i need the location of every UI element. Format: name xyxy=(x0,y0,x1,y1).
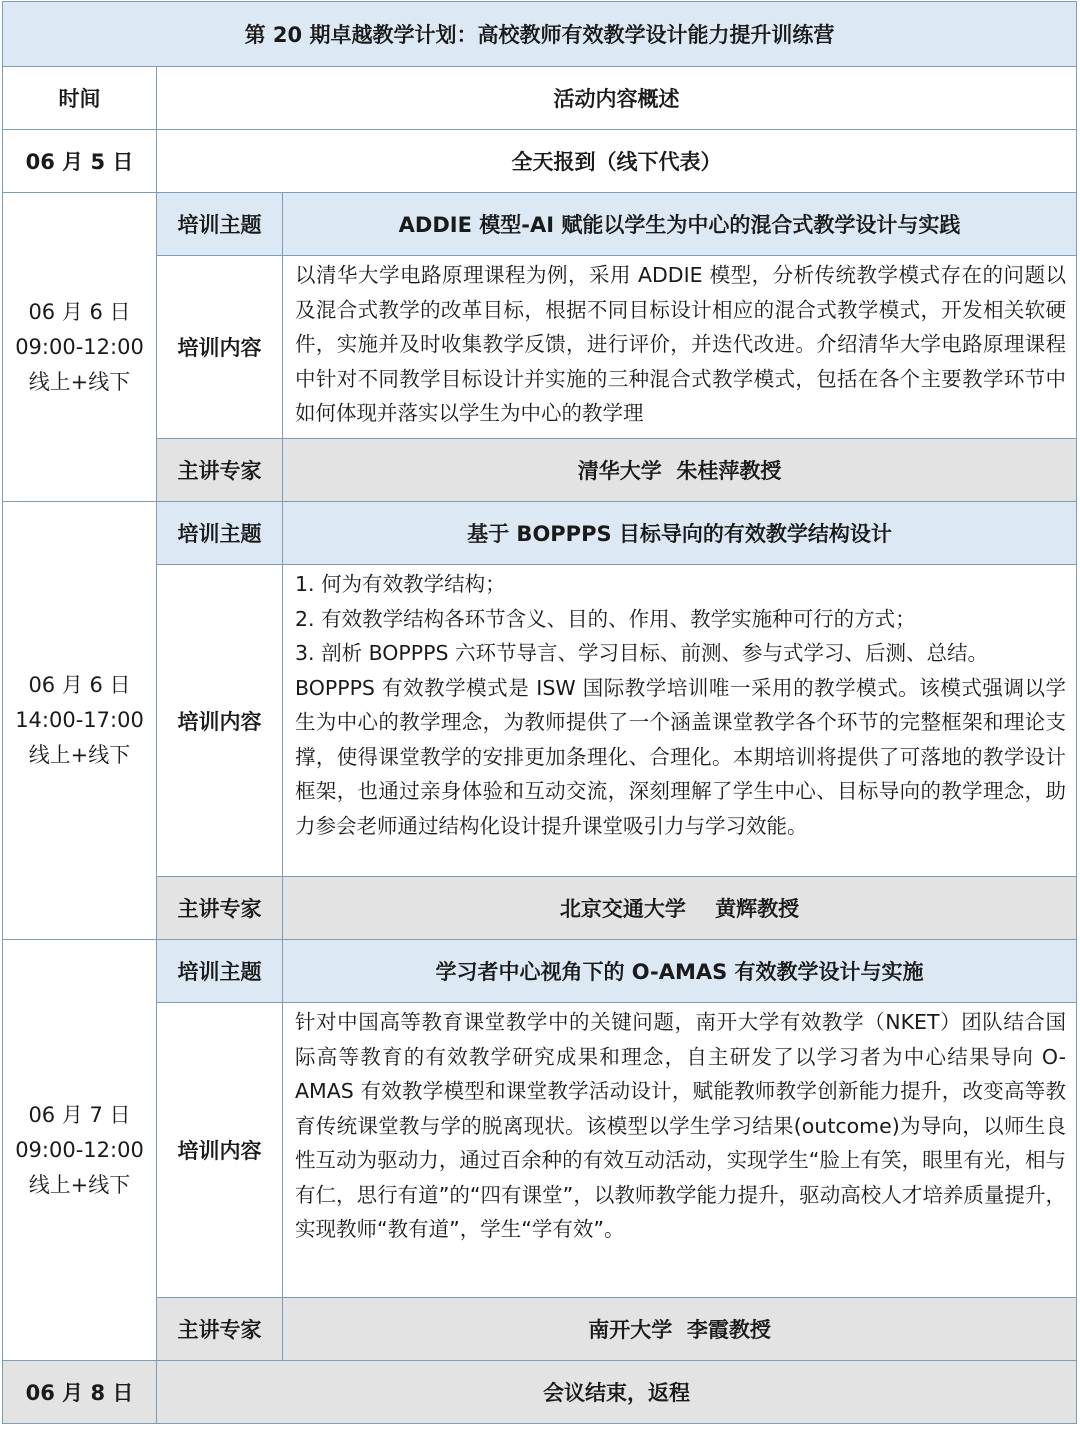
header-content: 活动内容概述 xyxy=(157,67,1077,130)
session2-speaker-label: 主讲专家 xyxy=(157,877,283,940)
session2-content-para: BOPPPS 有效教学模式是 ISW 国际教学培训唯一采用的教学模式。该模式强调以学生为中心的教学理念，为教师提供了一个涵盖课堂教学各个环节的完整框架和理论支撑，使得课堂教学的安排更加条理化、合理化。本期培训将提供了可落地的教学设计框架，也通过亲身体验和互动交流，深刻理解了学生中心、目标导向的教学理念，助力参会老师通过结构化设计提升课堂吸引力与学习效能。 xyxy=(295,675,1067,838)
session1-time: 09:00-12:00 xyxy=(15,334,144,359)
session2-speaker-row xyxy=(3,877,1077,940)
schedule-title: 第 20 期卓越教学计划：高校教师有效教学设计能力提升训练营 xyxy=(3,2,1077,67)
session3-speaker: 南开大学 李霞教授 xyxy=(283,1298,1077,1361)
session2-date: 06 月 6 日 xyxy=(28,673,131,697)
session3-content-label: 培训内容 xyxy=(157,1003,283,1298)
session3-content-para: 针对中国高等教育课堂教学中的关键问题，南开大学有效教学（NKET）团队结合国际高等教育的有效教学研究成果和理念，自主研发了以学习者为中心结果导向 O-AMAS 有效教学模型和课堂教学活动设计，赋能教师教学创新能力提升，改变高等教育传统课堂教与学的脱离现状。该模型以学生学习结果(outcome)为导向，以师生良性互动为驱动力，通过百余种的有效互动活动，实现学生“脸上有笑，眼里有光，相与有仁，思行有道”的“四有课堂”，以教师教学能力提升，驱动高校人才培养质量提升，实现教师“教有道”，学生“学有效”。 xyxy=(295,1010,1067,1241)
session3-topic-label: 培训主题 xyxy=(157,940,283,1003)
session1-speaker: 清华大学 朱桂萍教授 xyxy=(283,439,1077,502)
day1-content: 全天报到（线下代表） xyxy=(157,130,1077,193)
session3-time-cell xyxy=(3,940,157,1361)
session1-time-cell xyxy=(3,193,157,502)
session2-content-line-1: 1. 何为有效教学结构； xyxy=(295,572,506,596)
session3-date: 06 月 7 日 xyxy=(28,1102,131,1127)
session1-topic-row xyxy=(3,193,1077,256)
session2-time-cell xyxy=(3,502,157,940)
day4-date: 06 月 8 日 xyxy=(3,1361,157,1424)
session1-content xyxy=(283,256,1077,439)
session1-topic: ADDIE 模型-AI 赋能以学生为中心的混合式教学设计与实践 xyxy=(283,193,1077,256)
session1-content-label: 培训内容 xyxy=(157,256,283,439)
session2-topic-label: 培训主题 xyxy=(157,502,283,565)
session3-content xyxy=(283,1003,1077,1298)
session3-topic: 学习者中心视角下的 O-AMAS 有效教学设计与实施 xyxy=(283,940,1077,1003)
session2-content-line-2: 2. 有效教学结构各环节含义、目的、作用、教学实施种可行的方式； xyxy=(295,606,916,631)
session3-time: 09:00-12:00 xyxy=(15,1137,144,1162)
session2-content-label: 培训内容 xyxy=(157,565,283,877)
session1-topic-label: 培训主题 xyxy=(157,193,283,256)
session2-topic-row xyxy=(3,502,1077,565)
session2-topic: 基于 BOPPPS 目标导向的有效教学结构设计 xyxy=(283,502,1077,565)
session3-topic-row xyxy=(3,940,1077,1003)
session1-content-para: 以清华大学电路原理课程为例，采用 ADDIE 模型，分析传统教学模式存在的问题以及混合式教学的改革目标，根据不同目标设计相应的混合式教学模式，开发相关软硬件，实施并及时收集教学反馈，进行评价，并迭代改进。介绍清华大学电路原理课程中针对不同教学目标设计并实施的三种混合式教学模式，包括在各个主要教学环节中如何体现并落实以学生为中心的教学理 xyxy=(295,263,1067,425)
session1-content-row xyxy=(3,256,1077,439)
session3-speaker-row xyxy=(3,1298,1077,1361)
header-row xyxy=(3,67,1077,130)
session2-content-line-3: 3. 剖析 BOPPPS 六环节导言、学习目标、前测、参与式学习、后测、总结。 xyxy=(295,641,989,665)
day1-row xyxy=(3,130,1077,193)
session2-mode: 线上+线下 xyxy=(28,743,131,767)
session3-content-row xyxy=(3,1003,1077,1298)
session1-speaker-label: 主讲专家 xyxy=(157,439,283,502)
day1-date: 06 月 5 日 xyxy=(3,130,157,193)
schedule-table xyxy=(2,1,1077,1424)
session2-content-row xyxy=(3,565,1077,877)
header-time: 时间 xyxy=(3,67,157,130)
session2-content xyxy=(283,565,1077,877)
session1-speaker-row xyxy=(3,439,1077,502)
title-row xyxy=(3,2,1077,67)
session1-date: 06 月 6 日 xyxy=(28,299,131,324)
day4-content: 会议结束，返程 xyxy=(157,1361,1077,1424)
session2-speaker: 北京交通大学 黄辉教授 xyxy=(283,877,1077,940)
session2-time: 14:00-17:00 xyxy=(15,708,144,732)
session3-mode: 线上+线下 xyxy=(28,1172,131,1197)
day4-row xyxy=(3,1361,1077,1424)
session1-mode: 线上+线下 xyxy=(28,369,131,394)
session3-speaker-label: 主讲专家 xyxy=(157,1298,283,1361)
